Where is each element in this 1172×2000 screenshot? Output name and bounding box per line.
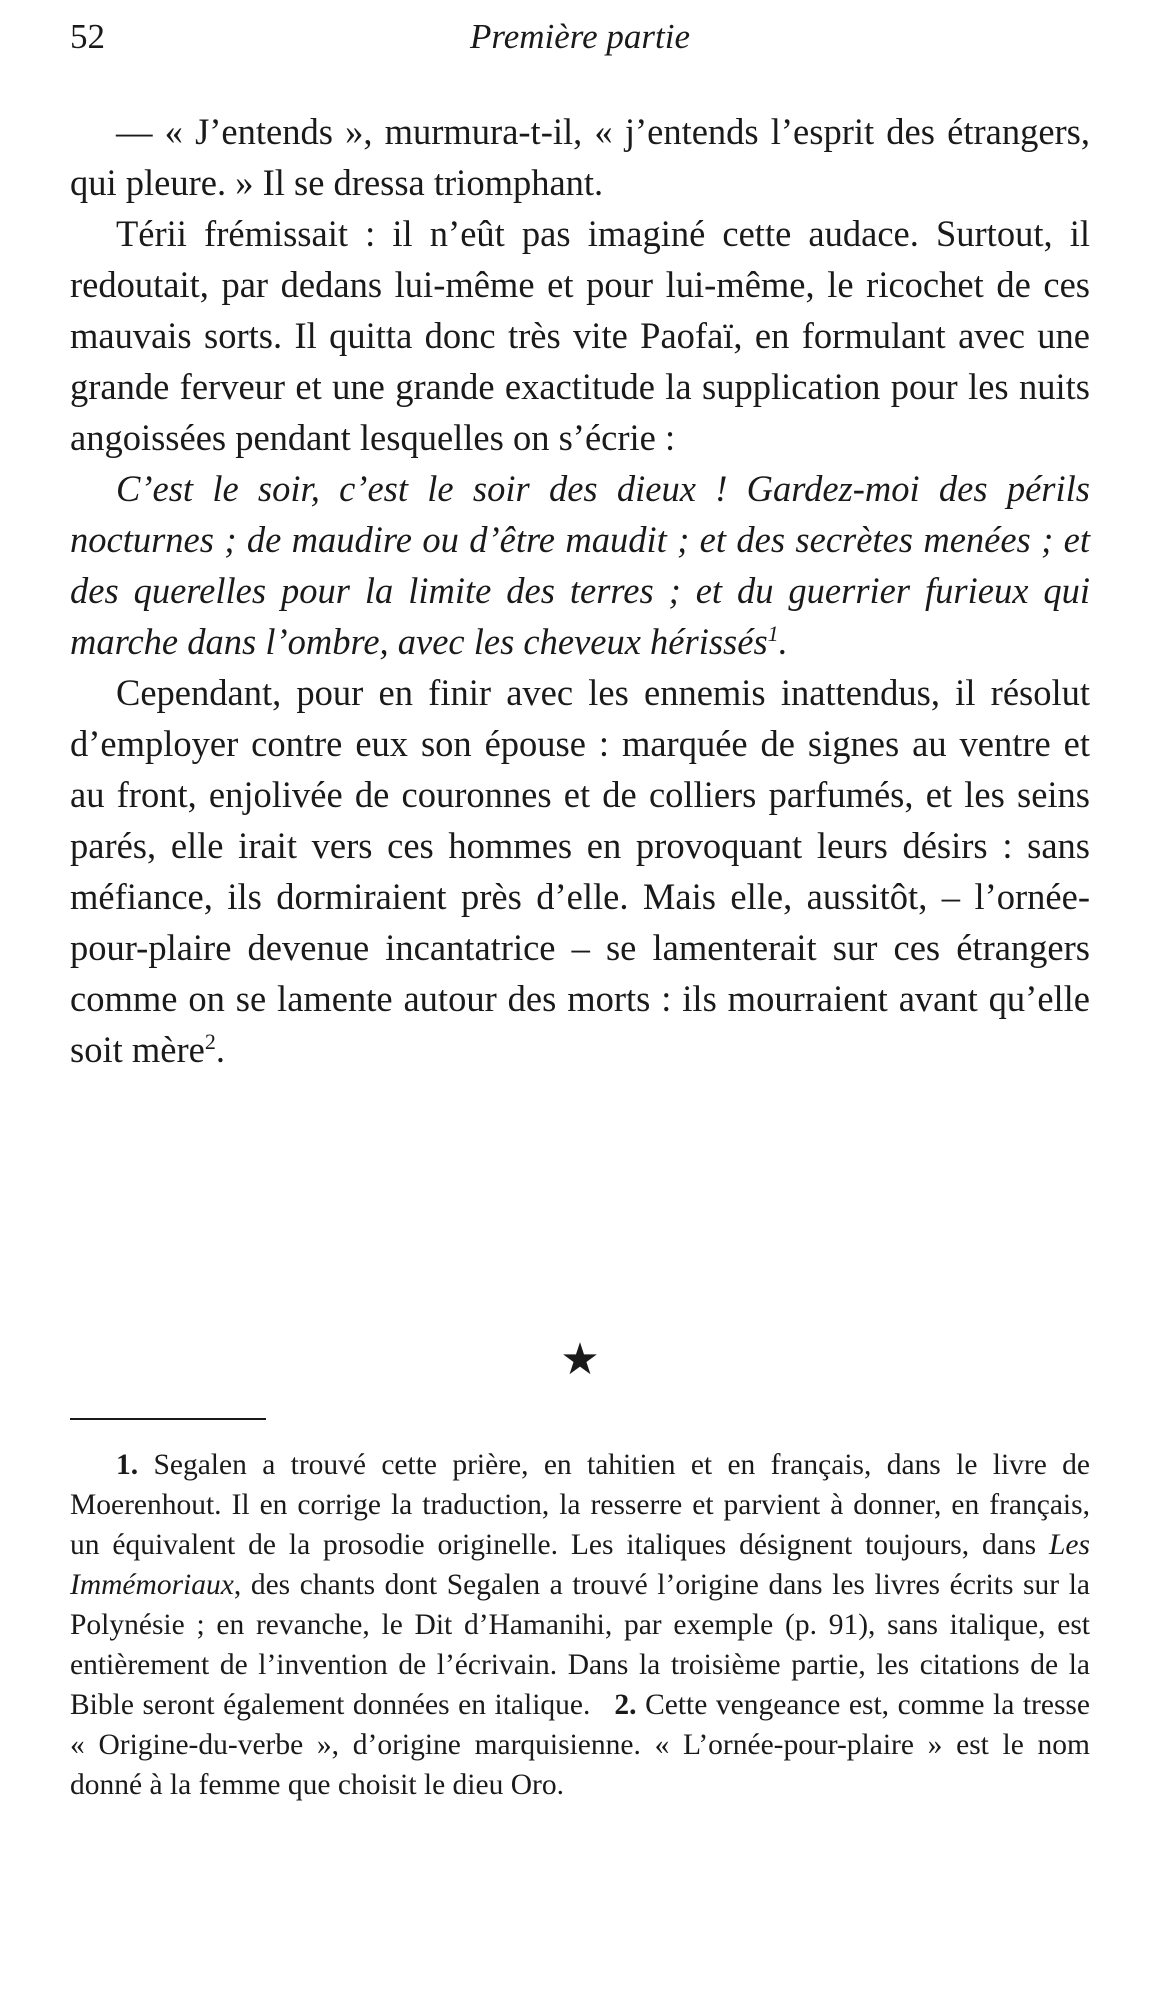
prayer-paragraph — [70, 463, 1090, 667]
footnote-ref-1: 1 — [767, 620, 779, 646]
footnote-ref-2: 2 — [204, 1028, 216, 1054]
prayer-end: . — [778, 621, 788, 662]
footnote-1-text-a: Segalen a trouvé cette prière, en tahitien et en français, dans le livre de Moerenhout. Il en corrige la traduction, la resserre et parvient à donner, en français, un équivalent de la prosodie originelle. Les italiques désignent toujours, dans — [70, 1449, 1090, 1561]
prayer-text: C’est le soir, c’est le soir des dieux ! Gardez-moi des périls nocturnes ; de maudire ou d’être maudit ; et des secrètes menées ; et des querelles pour la limite des terres ; et du guerrier furieux qui marche dans l’ombre, avec les cheveux hérissés — [70, 468, 1090, 662]
paragraph-1: — « J’entends », murmura-t-il, « j’entends l’esprit des étrangers, qui pleure. » Il se dressa triomphant. — [70, 111, 1090, 203]
body-text — [70, 106, 1090, 1075]
running-title: Première partie — [470, 17, 690, 56]
footnote-1-text-b: , des chants dont Segalen a trouvé l’origine dans les livres écrits sur la Polynésie ; en revanche, le Dit d’Hamanihi, par exemple (p. 91), sans italique, est entièrement de l’invention de l’écrivain. Dans la troisième partie, les citations de la Bible seront également données en italique. — [70, 1569, 1090, 1721]
footnote-2-text: Cette vengeance est, comme la tresse « Origine-du-verbe », d’origine marquisienne. « L’ornée-pour-plaire » est le nom donné à la femme que choisit le dieu Oro. — [70, 1689, 1091, 1801]
footnote-1-book-title: Les Immémoriaux — [70, 1529, 1090, 1601]
page-header — [70, 12, 1090, 62]
paragraph-4-text: Cependant, pour en finir avec les ennemis inattendus, il résolut d’employer contre eux son épouse : marquée de signes au ventre et au front, enjolivée de couronnes et de colliers parfumés, et les seins parés, elle irait vers ces hommes en provoquant leurs désirs : sans méfiance, ils dormiraient près d’elle. Mais elle, aussitôt, – l’ornée-pour-plaire devenue incantatrice – se lamenterait sur ces étrangers comme on se lamente autour des morts : ils mourraient avant qu’elle soit mère — [70, 672, 1090, 1070]
footnote-2-number: 2. — [614, 1689, 637, 1721]
footnotes — [70, 1445, 1090, 1805]
page-number: 52 — [70, 17, 105, 56]
paragraph-2: Térii frémissait : il n’eût pas imaginé cette audace. Surtout, il redoutait, par dedans lui-même et pour lui-même, le ricochet de ces mauvais sorts. Il quitta donc très vite Paofaï, en formulant avec une grande ferveur et une grande exactitude la supplication pour les nuits angoissées pendant lesquelles on s’écrie : — [70, 213, 1090, 458]
star-separator-icon: ★ — [560, 1335, 600, 1384]
paragraph-4-end: . — [215, 1029, 225, 1070]
footnote-rule — [70, 1418, 266, 1420]
paragraph-4 — [70, 667, 1090, 1075]
footnote-1-number: 1. — [116, 1449, 139, 1481]
